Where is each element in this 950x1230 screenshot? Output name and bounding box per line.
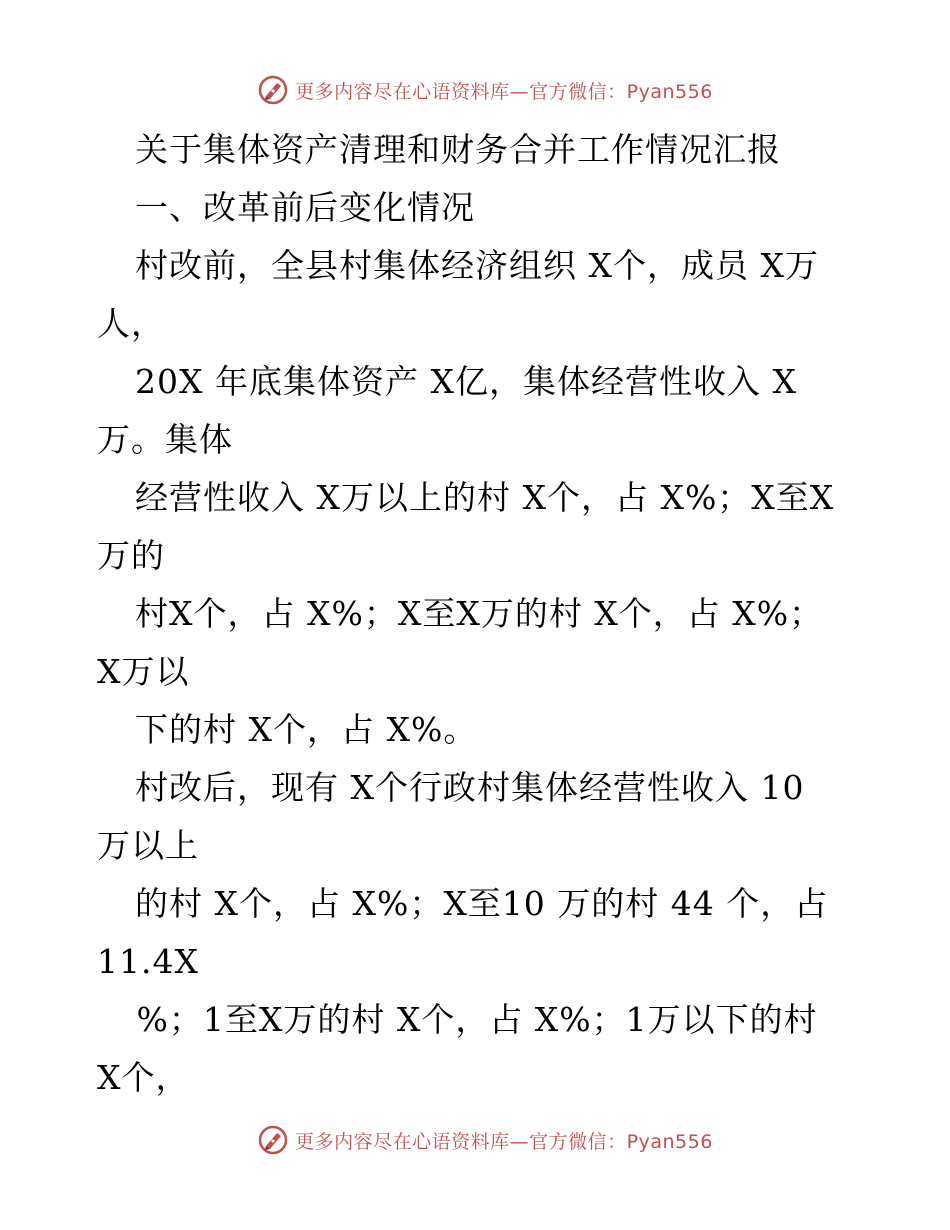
pen-logo-icon [257, 74, 289, 106]
paragraph-line: X个， [97, 1058, 190, 1097]
paragraph-line: 的村 X个，占 X%；X至10 万的村 44 个，占 [135, 884, 829, 923]
paragraph-line: 人， [97, 304, 165, 343]
paragraph-line: 村X个，占 X%；X至X万的村 X个，占 X%； [135, 594, 824, 633]
watermark-text: 更多内容尽在心语资料库—官方微信：Pyan556 [295, 80, 713, 103]
pen-logo-icon [257, 1124, 289, 1156]
paragraph-line: 村改前，全县村集体经济组织 X个，成员 X万 [135, 246, 819, 285]
paragraph-line: 万以上 [97, 826, 199, 865]
paragraph-line: 村改后，现有 X个行政村集体经营性收入 10 [135, 768, 805, 807]
footer-watermark [0, 1120, 950, 1160]
paragraph-line: X万以 [97, 652, 190, 691]
header-watermark [0, 70, 950, 110]
section-heading: 一、改革前后变化情况 [135, 188, 475, 227]
paragraph-line: 下的村 X个，占 X%。 [135, 710, 478, 749]
paragraph-line: 20X 年底集体资产 X亿，集体经营性收入 X [135, 362, 797, 401]
paragraph-line: %；1至X万的村 X个，占 X%；1万以下的村 [125, 1000, 818, 1039]
paragraph-line: 经营性收入 X万以上的村 X个，占 X%；X至X [135, 478, 835, 517]
watermark-text: 更多内容尽在心语资料库—官方微信：Pyan556 [295, 1130, 713, 1153]
document-title: 关于集体资产清理和财务合并工作情况汇报 [135, 130, 781, 169]
paragraph-line: 万的 [97, 536, 165, 575]
paragraph-line: 万。集体 [97, 420, 233, 459]
paragraph-line: 11.4X [97, 942, 199, 981]
